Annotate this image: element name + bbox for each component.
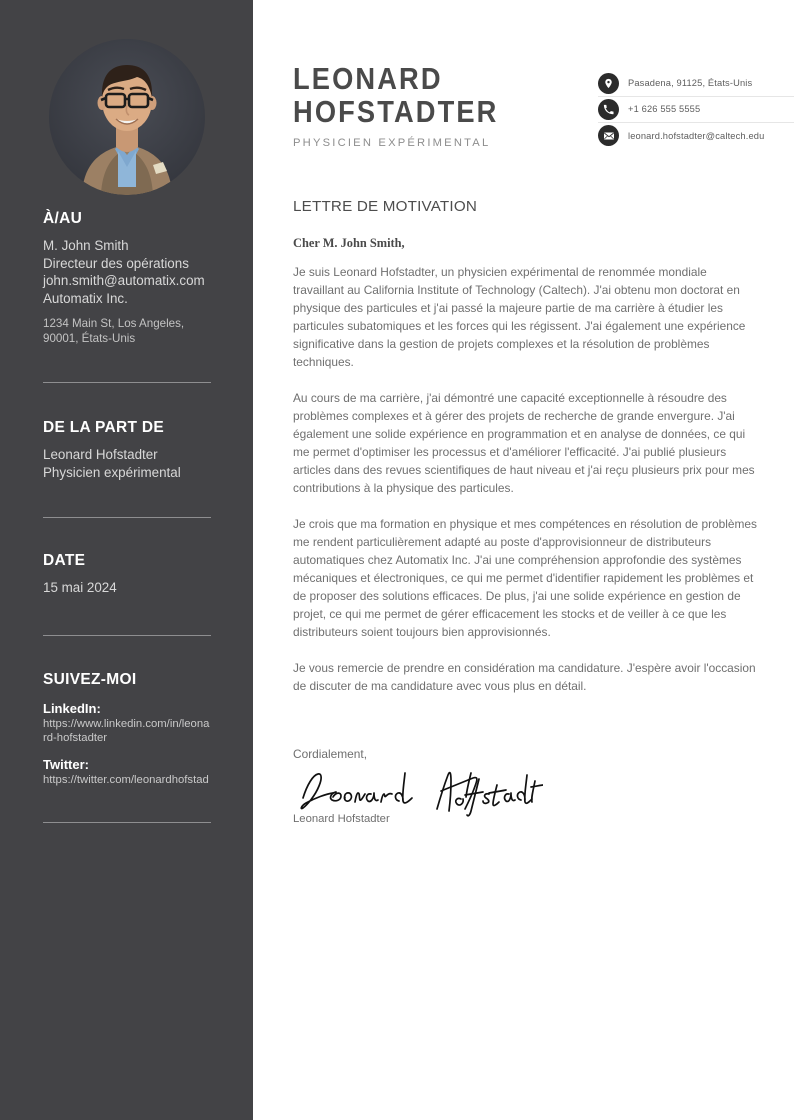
recipient-address: 1234 Main St, Los Angeles, 90001, États-Unis — [43, 317, 185, 345]
salutation: Cher M. John Smith, — [293, 236, 405, 250]
date-block — [43, 552, 211, 597]
recipient-company: Automatix Inc. — [43, 290, 128, 306]
social-item-twitter[interactable] — [43, 757, 211, 788]
recipient-heading: À/AU — [43, 210, 83, 227]
page-title: LETTRE DE MOTIVATION — [293, 198, 478, 215]
divider — [43, 822, 211, 823]
recipient-role: Directeur des opérations — [43, 255, 189, 271]
paragraph: Je crois que ma formation en physique et mes compétences en résolution de problèmes me rendent particulièrement adapté au poste d'approvisionneur de distributeurs automatiques chez Automatix Inc. J'ai une compréhension approfondie des systèmes mécaniques et électroniques, ce qui me permet d'identifier rapidement les problèmes et de proposer des solutions efficaces. De plus, j'ai une solide expérience en gestion de projet, ce qui me permet de gérer efficacement les stocks et de veiller à ce que les distributeurs soient toujours bien approvisionnés. — [293, 517, 757, 639]
contact-list — [598, 71, 794, 149]
user-portrait-icon — [49, 39, 205, 195]
social-item-linkedin[interactable] — [43, 701, 211, 746]
avatar — [49, 39, 205, 195]
date-heading: DATE — [43, 552, 86, 569]
sender-role: Physicien expérimental — [43, 464, 181, 480]
divider — [43, 635, 211, 636]
job-title: PHYSICIEN EXPÉRIMENTAL — [293, 137, 491, 149]
letter-content — [293, 198, 758, 823]
last-name: HOFSTADTER — [293, 94, 499, 129]
paragraph: Au cours de ma carrière, j'ai démontré une capacité exceptionnelle à résoudre des problèmes complexes et à gérer des projets de recherche de grande envergure. J'ai également une solide expérience en programmation et en analyse de données, ce qui me permet d'optimiser les processus et d'améliorer l'efficacité. J'ai publié plusieurs articles dans des revues scientifiques de haut niveau et j'ai reçu plusieurs prix pour mes contributions à la physique des particules. — [293, 391, 755, 495]
divider — [43, 382, 211, 383]
contact-email: leonard.hofstadter@caltech.edu — [628, 130, 765, 141]
envelope-icon — [598, 125, 619, 146]
contact-row-email — [598, 123, 794, 149]
letter-header — [293, 62, 763, 172]
contact-row-location — [598, 71, 794, 97]
first-name: LEONARD — [293, 61, 443, 96]
location-pin-icon — [598, 73, 619, 94]
contact-phone: +1 626 555 5555 — [628, 104, 701, 114]
paragraph: Je suis Leonard Hofstadter, un physicien expérimental de renommée mondiale travaillant au California Institute of Technology (Caltech). J'ai obtenu mon doctorat en physique des particules et j'ai passé la majeure partie de ma carrière à étudier les particules subatomiques et les forces qui les régissent. J'ai également une expérience significative dans la gestion de projets complexes et la résolution de problèmes techniques. — [293, 265, 746, 369]
letter-body — [253, 0, 794, 1120]
recipient-email: john.smith@automatix.com — [43, 273, 205, 288]
divider — [43, 517, 211, 518]
date-value: 15 mai 2024 — [43, 580, 117, 595]
recipient-name: M. John Smith — [43, 238, 129, 253]
closing-text: Cordialement, — [293, 747, 368, 761]
twitter-url[interactable]: https://twitter.com/leonardhofstad — [43, 773, 209, 786]
phone-icon — [598, 99, 619, 120]
sender-block — [43, 419, 211, 481]
linkedin-url[interactable]: https://www.linkedin.com/in/leonard-hofstadter — [43, 717, 210, 744]
signature-name: Leonard Hofstadter — [293, 813, 390, 825]
paragraph: Je vous remercie de prendre en considération ma candidature. J'espère avoir l'occasion de discuter de ma candidature avec vous plus en détail. — [293, 661, 756, 693]
linkedin-label: LinkedIn: — [43, 700, 101, 716]
social-block — [43, 671, 211, 788]
recipient-block — [43, 210, 211, 346]
sender-name: Leonard Hofstadter — [43, 447, 158, 462]
signature-block — [293, 765, 758, 823]
social-heading: SUIVEZ-MOI — [43, 670, 137, 688]
contact-row-phone — [598, 97, 794, 123]
twitter-label: Twitter: — [43, 756, 89, 772]
contact-location: Pasadena, 91125, États-Unis — [628, 78, 753, 88]
sidebar-content — [43, 210, 211, 823]
sidebar — [0, 0, 253, 1120]
sender-heading: DE LA PART DE — [43, 419, 165, 436]
